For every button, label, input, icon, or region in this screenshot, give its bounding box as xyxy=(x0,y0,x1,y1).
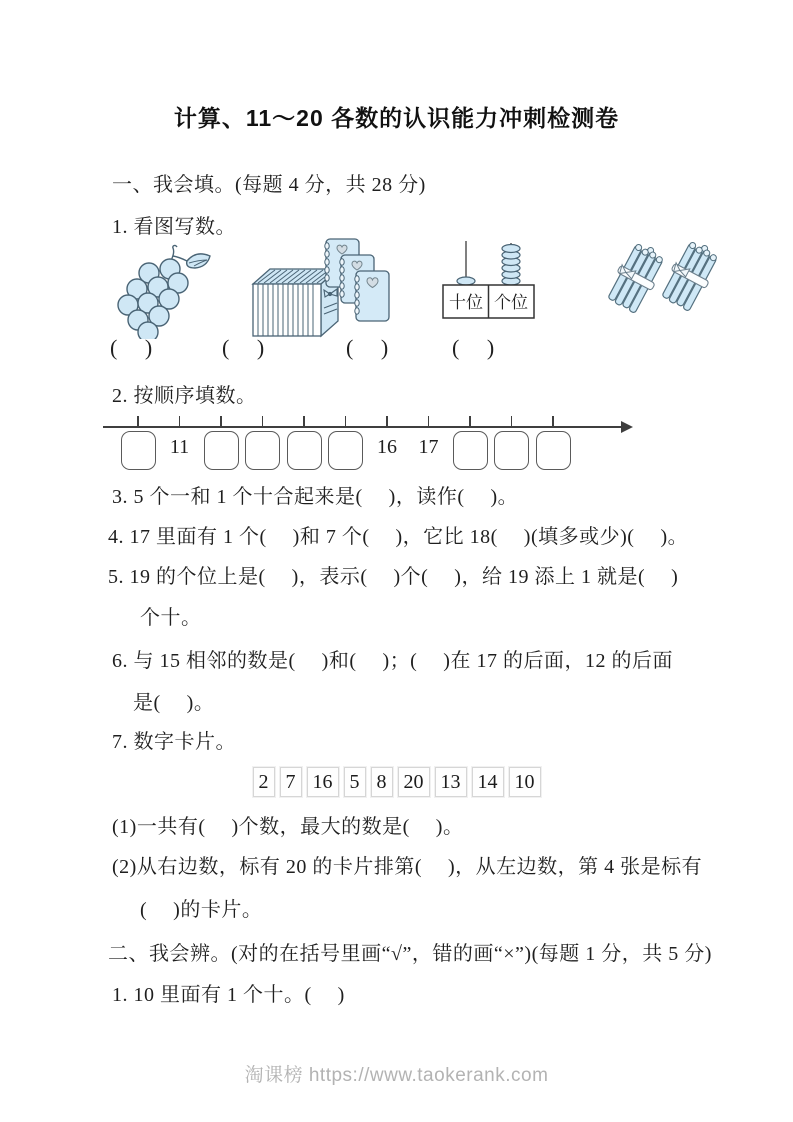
tick-mark xyxy=(303,416,305,427)
question7-label: 7. 数字卡片。 xyxy=(112,731,236,753)
tick-mark xyxy=(469,416,471,427)
numberline-blank-box[interactable] xyxy=(491,416,533,470)
numberline-number: 16 xyxy=(366,416,408,459)
answer-blank[interactable]: ( ) xyxy=(110,335,153,360)
answer-blank[interactable]: ( ) xyxy=(346,335,389,360)
tick-mark xyxy=(262,416,264,427)
number-card: 13 xyxy=(435,767,467,797)
tick-mark xyxy=(137,416,139,427)
question6-text-line1: 6. 与 15 相邻的数是( )和( )；( )在 17 的后面，12 的后面 xyxy=(112,650,673,672)
numberline-blank-box[interactable] xyxy=(449,416,491,470)
tick-mark xyxy=(552,416,554,427)
number-card: 7 xyxy=(280,767,302,797)
tick-mark xyxy=(511,416,513,427)
number-cards xyxy=(0,767,793,797)
tick-mark xyxy=(345,416,347,427)
stick-bundle-icon xyxy=(658,239,722,313)
question6-text-line2: 是( )。 xyxy=(133,692,215,714)
number-card: 5 xyxy=(344,767,366,797)
numberline-blank-box[interactable] xyxy=(532,416,574,470)
numberline-number: 17 xyxy=(408,416,450,459)
question1-answer-blanks xyxy=(0,331,793,361)
question7-sub2-text-line1: (2)从右边数，标有 20 的卡片排第( )，从左边数，第 4 张是标有 xyxy=(112,856,703,878)
numberline xyxy=(103,413,663,477)
number-card: 8 xyxy=(371,767,393,797)
number-card: 14 xyxy=(472,767,504,797)
arrow-right-icon xyxy=(621,421,633,433)
question3-text: 3. 5 个一和 1 个十合起来是( )，读作( )。 xyxy=(112,486,519,508)
tick-mark xyxy=(386,416,388,427)
number-card: 16 xyxy=(307,767,339,797)
tens-place-label: 十位 xyxy=(449,293,483,312)
stick-bundles-figure xyxy=(606,239,722,331)
numberline-blank-box[interactable] xyxy=(242,416,284,470)
tick-mark xyxy=(428,416,430,427)
number-card: 2 xyxy=(253,767,275,797)
question5-text-line1: 5. 19 的个位上是( )，表示( )个( )，给 19 添上 1 就是( ) xyxy=(108,566,679,588)
numberline-blank-box[interactable] xyxy=(200,416,242,470)
answer-blank[interactable]: ( ) xyxy=(222,335,265,360)
question7-sub2-text-line2: ( )的卡片。 xyxy=(140,899,263,921)
number-card: 20 xyxy=(398,767,430,797)
number-card: 10 xyxy=(509,767,541,797)
section1-heading: 一、我会填。(每题 4 分，共 28 分) xyxy=(112,174,426,196)
question5-text-line2: 个十。 xyxy=(140,607,202,629)
question4-text: 4. 17 里面有 1 个( )和 7 个( )，它比 18( )(填多或少)( )。 xyxy=(108,526,689,548)
page-title: 计算、11～20 各数的认识能力冲刺检测卷 xyxy=(173,105,620,131)
section2-heading: 二、我会辨。(对的在括号里画“√”，错的画“×”)(每题 1 分，共 5 分) xyxy=(108,943,712,965)
question2-label: 2. 按顺序填数。 xyxy=(112,385,257,407)
footer-watermark: 淘课榜 https://www.taokerank.com xyxy=(244,1065,549,1086)
answer-blank[interactable]: ( ) xyxy=(452,335,495,360)
numberline-blank-box[interactable] xyxy=(117,416,159,470)
section2-question1-text: 1. 10 里面有 1 个十。( ) xyxy=(112,984,345,1006)
numberline-blank-box[interactable] xyxy=(283,416,325,470)
question1-label: 1. 看图写数。 xyxy=(112,216,236,238)
numberline-number: 11 xyxy=(159,416,201,459)
tick-mark xyxy=(179,416,181,427)
grapes-figure xyxy=(113,244,217,339)
ones-place-label: 个位 xyxy=(494,293,528,312)
stick-bundle-icon xyxy=(606,239,669,315)
numberline-blank-box[interactable] xyxy=(325,416,367,470)
book-stack-and-notebooks-figure xyxy=(250,236,392,341)
place-value-abacus-figure xyxy=(441,241,537,321)
question7-sub1-text: (1)一共有( )个数，最大的数是( )。 xyxy=(112,816,464,838)
tick-mark xyxy=(220,416,222,427)
